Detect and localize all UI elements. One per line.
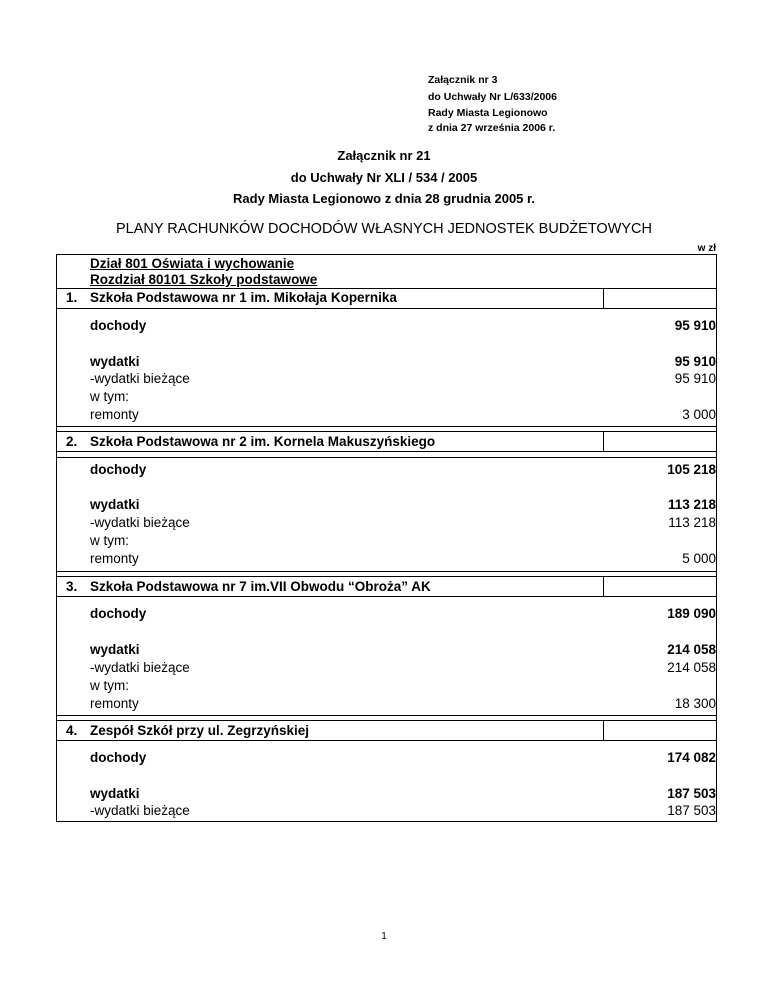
expenses-label: wydatki xyxy=(90,497,140,512)
unit-number: 4. xyxy=(66,723,78,738)
row-divider xyxy=(56,451,717,452)
expenses-label: wydatki xyxy=(90,354,140,369)
row-divider xyxy=(56,715,717,716)
row-divider xyxy=(56,740,717,741)
table-left-border xyxy=(56,254,57,822)
including-label: w tym: xyxy=(90,389,129,404)
cell-divider xyxy=(603,288,604,309)
annex-resolution: do Uchwały Nr XLI / 534 / 2005 xyxy=(290,170,478,185)
row-divider xyxy=(56,571,717,572)
including-label: w tym: xyxy=(90,678,129,693)
unit-name: Szkoła Podstawowa nr 7 im.VII Obwodu “Obroża” AK xyxy=(90,579,431,594)
repairs-value: 18 300 xyxy=(674,696,716,711)
expenses-value: 113 218 xyxy=(667,497,716,512)
current-expenses-label: -wydatki bieżące xyxy=(90,803,190,818)
current-expenses-label: -wydatki bieżące xyxy=(90,371,190,386)
current-expenses-value: 187 503 xyxy=(667,803,716,818)
income-label: dochody xyxy=(90,606,147,621)
income-value: 189 090 xyxy=(667,606,716,621)
unit-name: Zespół Szkół przy ul. Zegrzyńskiej xyxy=(90,723,310,738)
income-label: dochody xyxy=(90,318,147,333)
attachment-resolution: do Uchwały Nr L/633/2006 xyxy=(428,91,557,103)
table-right-border xyxy=(716,254,717,822)
income-label: dochody xyxy=(90,462,147,477)
row-divider xyxy=(56,431,717,432)
table-bottom-border xyxy=(56,821,717,822)
cell-divider xyxy=(603,576,604,597)
unit-number: 2. xyxy=(66,434,78,449)
repairs-value: 5 000 xyxy=(682,551,716,566)
current-expenses-label: -wydatki bieżące xyxy=(90,660,190,675)
repairs-label: remonty xyxy=(90,696,139,711)
row-divider xyxy=(56,308,717,309)
income-value: 105 218 xyxy=(667,462,716,477)
annex-number: Załącznik nr 21 xyxy=(337,148,431,163)
expenses-label: wydatki xyxy=(90,642,140,657)
row-divider xyxy=(56,288,717,289)
currency-unit: w zł xyxy=(697,243,716,254)
row-divider xyxy=(56,596,717,597)
income-label: dochody xyxy=(90,750,147,765)
current-expenses-value: 214 058 xyxy=(667,660,716,675)
table-top-border xyxy=(56,254,717,255)
income-value: 95 910 xyxy=(674,318,716,333)
income-value: 174 082 xyxy=(667,750,716,765)
current-expenses-label: -wydatki bieżące xyxy=(90,515,190,530)
unit-name: Szkoła Podstawowa nr 2 im. Kornela Makuszyńskiego xyxy=(90,434,436,449)
repairs-label: remonty xyxy=(90,551,139,566)
section-dzial: Dział 801 Oświata i wychowanie xyxy=(90,256,295,271)
repairs-label: remonty xyxy=(90,407,139,422)
expenses-label: wydatki xyxy=(90,786,140,801)
row-divider xyxy=(56,426,717,427)
row-divider xyxy=(56,720,717,721)
expenses-value: 95 910 xyxy=(674,354,716,369)
repairs-value: 3 000 xyxy=(682,407,716,422)
attachment-number: Załącznik nr 3 xyxy=(428,74,498,86)
current-expenses-value: 113 218 xyxy=(668,515,716,530)
unit-number: 3. xyxy=(66,579,78,594)
row-divider xyxy=(56,576,717,577)
annex-council-date: Rady Miasta Legionowo z dnia 28 grudnia 2005 r. xyxy=(233,191,535,206)
including-label: w tym: xyxy=(90,533,129,548)
attachment-council: Rady Miasta Legionowo xyxy=(428,107,548,119)
expenses-value: 214 058 xyxy=(667,642,716,657)
cell-divider xyxy=(603,431,604,452)
section-rozdzial: Rozdział 80101 Szkoły podstawowe xyxy=(90,272,318,287)
current-expenses-value: 95 910 xyxy=(674,371,716,386)
attachment-date: z dnia 27 września 2006 r. xyxy=(428,122,556,134)
cell-divider xyxy=(603,720,604,741)
page-title: PLANY RACHUNKÓW DOCHODÓW WŁASNYCH JEDNOSTEK BUDŻETOWYCH xyxy=(115,221,652,237)
row-divider xyxy=(56,457,717,458)
page-number: 1 xyxy=(381,931,387,942)
unit-name: Szkoła Podstawowa nr 1 im. Mikołaja Kopernika xyxy=(90,290,397,305)
unit-number: 1. xyxy=(66,290,78,305)
expenses-value: 187 503 xyxy=(667,786,716,801)
